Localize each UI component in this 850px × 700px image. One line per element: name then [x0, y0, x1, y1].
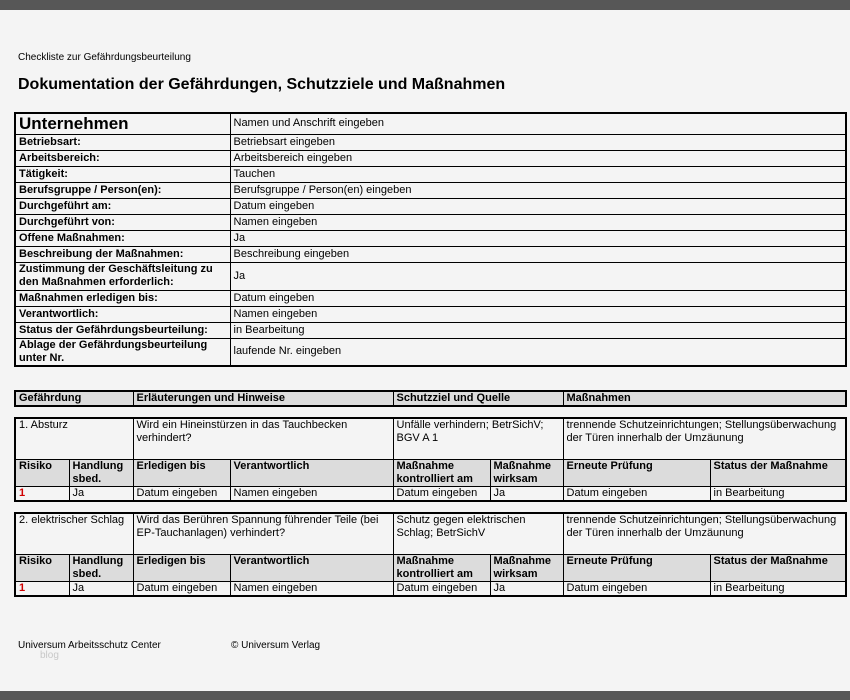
info-value[interactable]: Tauchen	[230, 166, 846, 182]
doc-subtitle: Checkliste zur Gefährdungsbeurteilung	[18, 52, 191, 63]
watermark: blog	[40, 650, 59, 661]
footer-left: Universum Arbeitsschutz Center	[18, 640, 161, 651]
info-value[interactable]: Berufsgruppe / Person(en) eingeben	[230, 182, 846, 198]
info-row	[15, 182, 846, 198]
info-value[interactable]: in Bearbeitung	[230, 322, 846, 338]
info-label: Offene Maßnahmen:	[15, 230, 230, 246]
footer-right: © Universum Verlag	[231, 640, 321, 651]
header-schutzziel: Schutzziel und Quelle	[393, 391, 563, 406]
info-row	[15, 322, 846, 338]
subheader-cell: Erneute Prüfung	[563, 459, 710, 486]
info-value[interactable]: Datum eingeben	[230, 290, 846, 306]
subheader-cell: Erneute Prüfung	[563, 554, 710, 581]
info-value[interactable]: Betriebsart eingeben	[230, 134, 846, 150]
subheader-cell: Handlung sbed.	[69, 554, 133, 581]
info-value[interactable]: Beschreibung eingeben	[230, 246, 846, 262]
subheader-cell: Risiko	[15, 459, 69, 486]
row-cell[interactable]: Datum eingeben	[393, 486, 490, 501]
row-cell[interactable]: in Bearbeitung	[710, 581, 846, 596]
subheader-cell: Maßnahme wirksam	[490, 554, 563, 581]
row-cell[interactable]: Namen eingeben	[230, 581, 393, 596]
header-erlaeuterungen: Erläuterungen und Hinweise	[133, 391, 393, 406]
info-row	[15, 198, 846, 214]
hazard-note: Wird ein Hineinstürzen in das Tauchbecken verhindert?	[133, 418, 393, 459]
info-label: Zustimmung der Geschäftsleitung zu den Maßnahmen erforderlich:	[15, 262, 230, 290]
info-value[interactable]: Namen eingeben	[230, 306, 846, 322]
info-label: Beschreibung der Maßnahmen:	[15, 246, 230, 262]
subheader-cell: Maßnahme kontrolliert am	[393, 554, 490, 581]
info-value[interactable]: Datum eingeben	[230, 198, 846, 214]
hazard-note: Wird das Berühren Spannung führender Teile (bei EP-Tauchanlagen) verhindert?	[133, 513, 393, 554]
subheader-cell: Erledigen bis	[133, 459, 230, 486]
info-row	[15, 150, 846, 166]
doc-title: Dokumentation der Gefährdungen, Schutzziele und Maßnahmen	[18, 76, 506, 93]
hazard-measures: trennende Schutzeinrichtungen; Stellungsüberwachung der Türen innerhalb der Umzäunung	[563, 513, 846, 554]
info-label: Maßnahmen erledigen bis:	[15, 290, 230, 306]
subheader-cell: Erledigen bis	[133, 554, 230, 581]
row-cell[interactable]: Datum eingeben	[563, 486, 710, 501]
info-value[interactable]: Namen eingeben	[230, 214, 846, 230]
info-table	[14, 112, 847, 367]
subheader-cell: Verantwortlich	[230, 554, 393, 581]
risk-value[interactable]: 1	[15, 486, 69, 501]
row-cell[interactable]: Ja	[69, 486, 133, 501]
subheader-cell: Verantwortlich	[230, 459, 393, 486]
info-value[interactable]: Ja	[230, 230, 846, 246]
info-label: Tätigkeit:	[15, 166, 230, 182]
hazard-goal: Unfälle verhindern; BetrSichV; BGV A 1	[393, 418, 563, 459]
row-cell[interactable]: Ja	[69, 581, 133, 596]
row-cell[interactable]: Datum eingeben	[133, 486, 230, 501]
info-label: Betriebsart:	[15, 134, 230, 150]
subheader-cell: Risiko	[15, 554, 69, 581]
bottom-bar	[0, 691, 850, 700]
hazard-name: 2. elektrischer Schlag	[15, 513, 133, 554]
info-row	[15, 214, 846, 230]
row-cell[interactable]: in Bearbeitung	[710, 486, 846, 501]
info-row	[15, 134, 846, 150]
info-label: Status der Gefährdungsbeurteilung:	[15, 322, 230, 338]
header-massnahmen: Maßnahmen	[563, 391, 846, 406]
info-label: Verantwortlich:	[15, 306, 230, 322]
info-label: Arbeitsbereich:	[15, 150, 230, 166]
subheader-cell: Handlung sbed.	[69, 459, 133, 486]
info-row	[15, 166, 846, 182]
subheader-cell: Status der Maßnahme	[710, 554, 846, 581]
info-row	[15, 290, 846, 306]
company-value[interactable]: Namen und Anschrift eingeben	[230, 113, 846, 134]
hazard-goal: Schutz gegen elektrischen Schlag; BetrSichV	[393, 513, 563, 554]
subheader-cell: Maßnahme wirksam	[490, 459, 563, 486]
hazard-header-table	[14, 390, 847, 407]
info-label: Berufsgruppe / Person(en):	[15, 182, 230, 198]
hazard-block	[14, 417, 847, 502]
subheader-cell: Status der Maßnahme	[710, 459, 846, 486]
hazard-name: 1. Absturz	[15, 418, 133, 459]
info-label: Ablage der Gefährdungsbeurteilung unter Nr.	[15, 338, 230, 366]
info-label: Durchgeführt am:	[15, 198, 230, 214]
row-cell[interactable]: Datum eingeben	[393, 581, 490, 596]
row-cell[interactable]: Ja	[490, 486, 563, 501]
info-value[interactable]: Ja	[230, 262, 846, 290]
info-value[interactable]: Arbeitsbereich eingeben	[230, 150, 846, 166]
top-bar	[0, 0, 850, 10]
info-label: Durchgeführt von:	[15, 214, 230, 230]
subheader-cell: Maßnahme kontrolliert am	[393, 459, 490, 486]
info-row	[15, 306, 846, 322]
row-cell[interactable]: Datum eingeben	[133, 581, 230, 596]
row-cell[interactable]: Datum eingeben	[563, 581, 710, 596]
info-row	[15, 230, 846, 246]
info-row	[15, 338, 846, 366]
header-gefaehrdung: Gefährdung	[15, 391, 133, 406]
row-cell[interactable]: Ja	[490, 581, 563, 596]
row-cell[interactable]: Namen eingeben	[230, 486, 393, 501]
hazard-measures: trennende Schutzeinrichtungen; Stellungsüberwachung der Türen innerhalb der Umzäunung	[563, 418, 846, 459]
company-label: Unternehmen	[15, 113, 230, 134]
info-row	[15, 246, 846, 262]
risk-value[interactable]: 1	[15, 581, 69, 596]
hazard-block	[14, 512, 847, 597]
info-row	[15, 262, 846, 290]
info-value[interactable]: laufende Nr. eingeben	[230, 338, 846, 366]
